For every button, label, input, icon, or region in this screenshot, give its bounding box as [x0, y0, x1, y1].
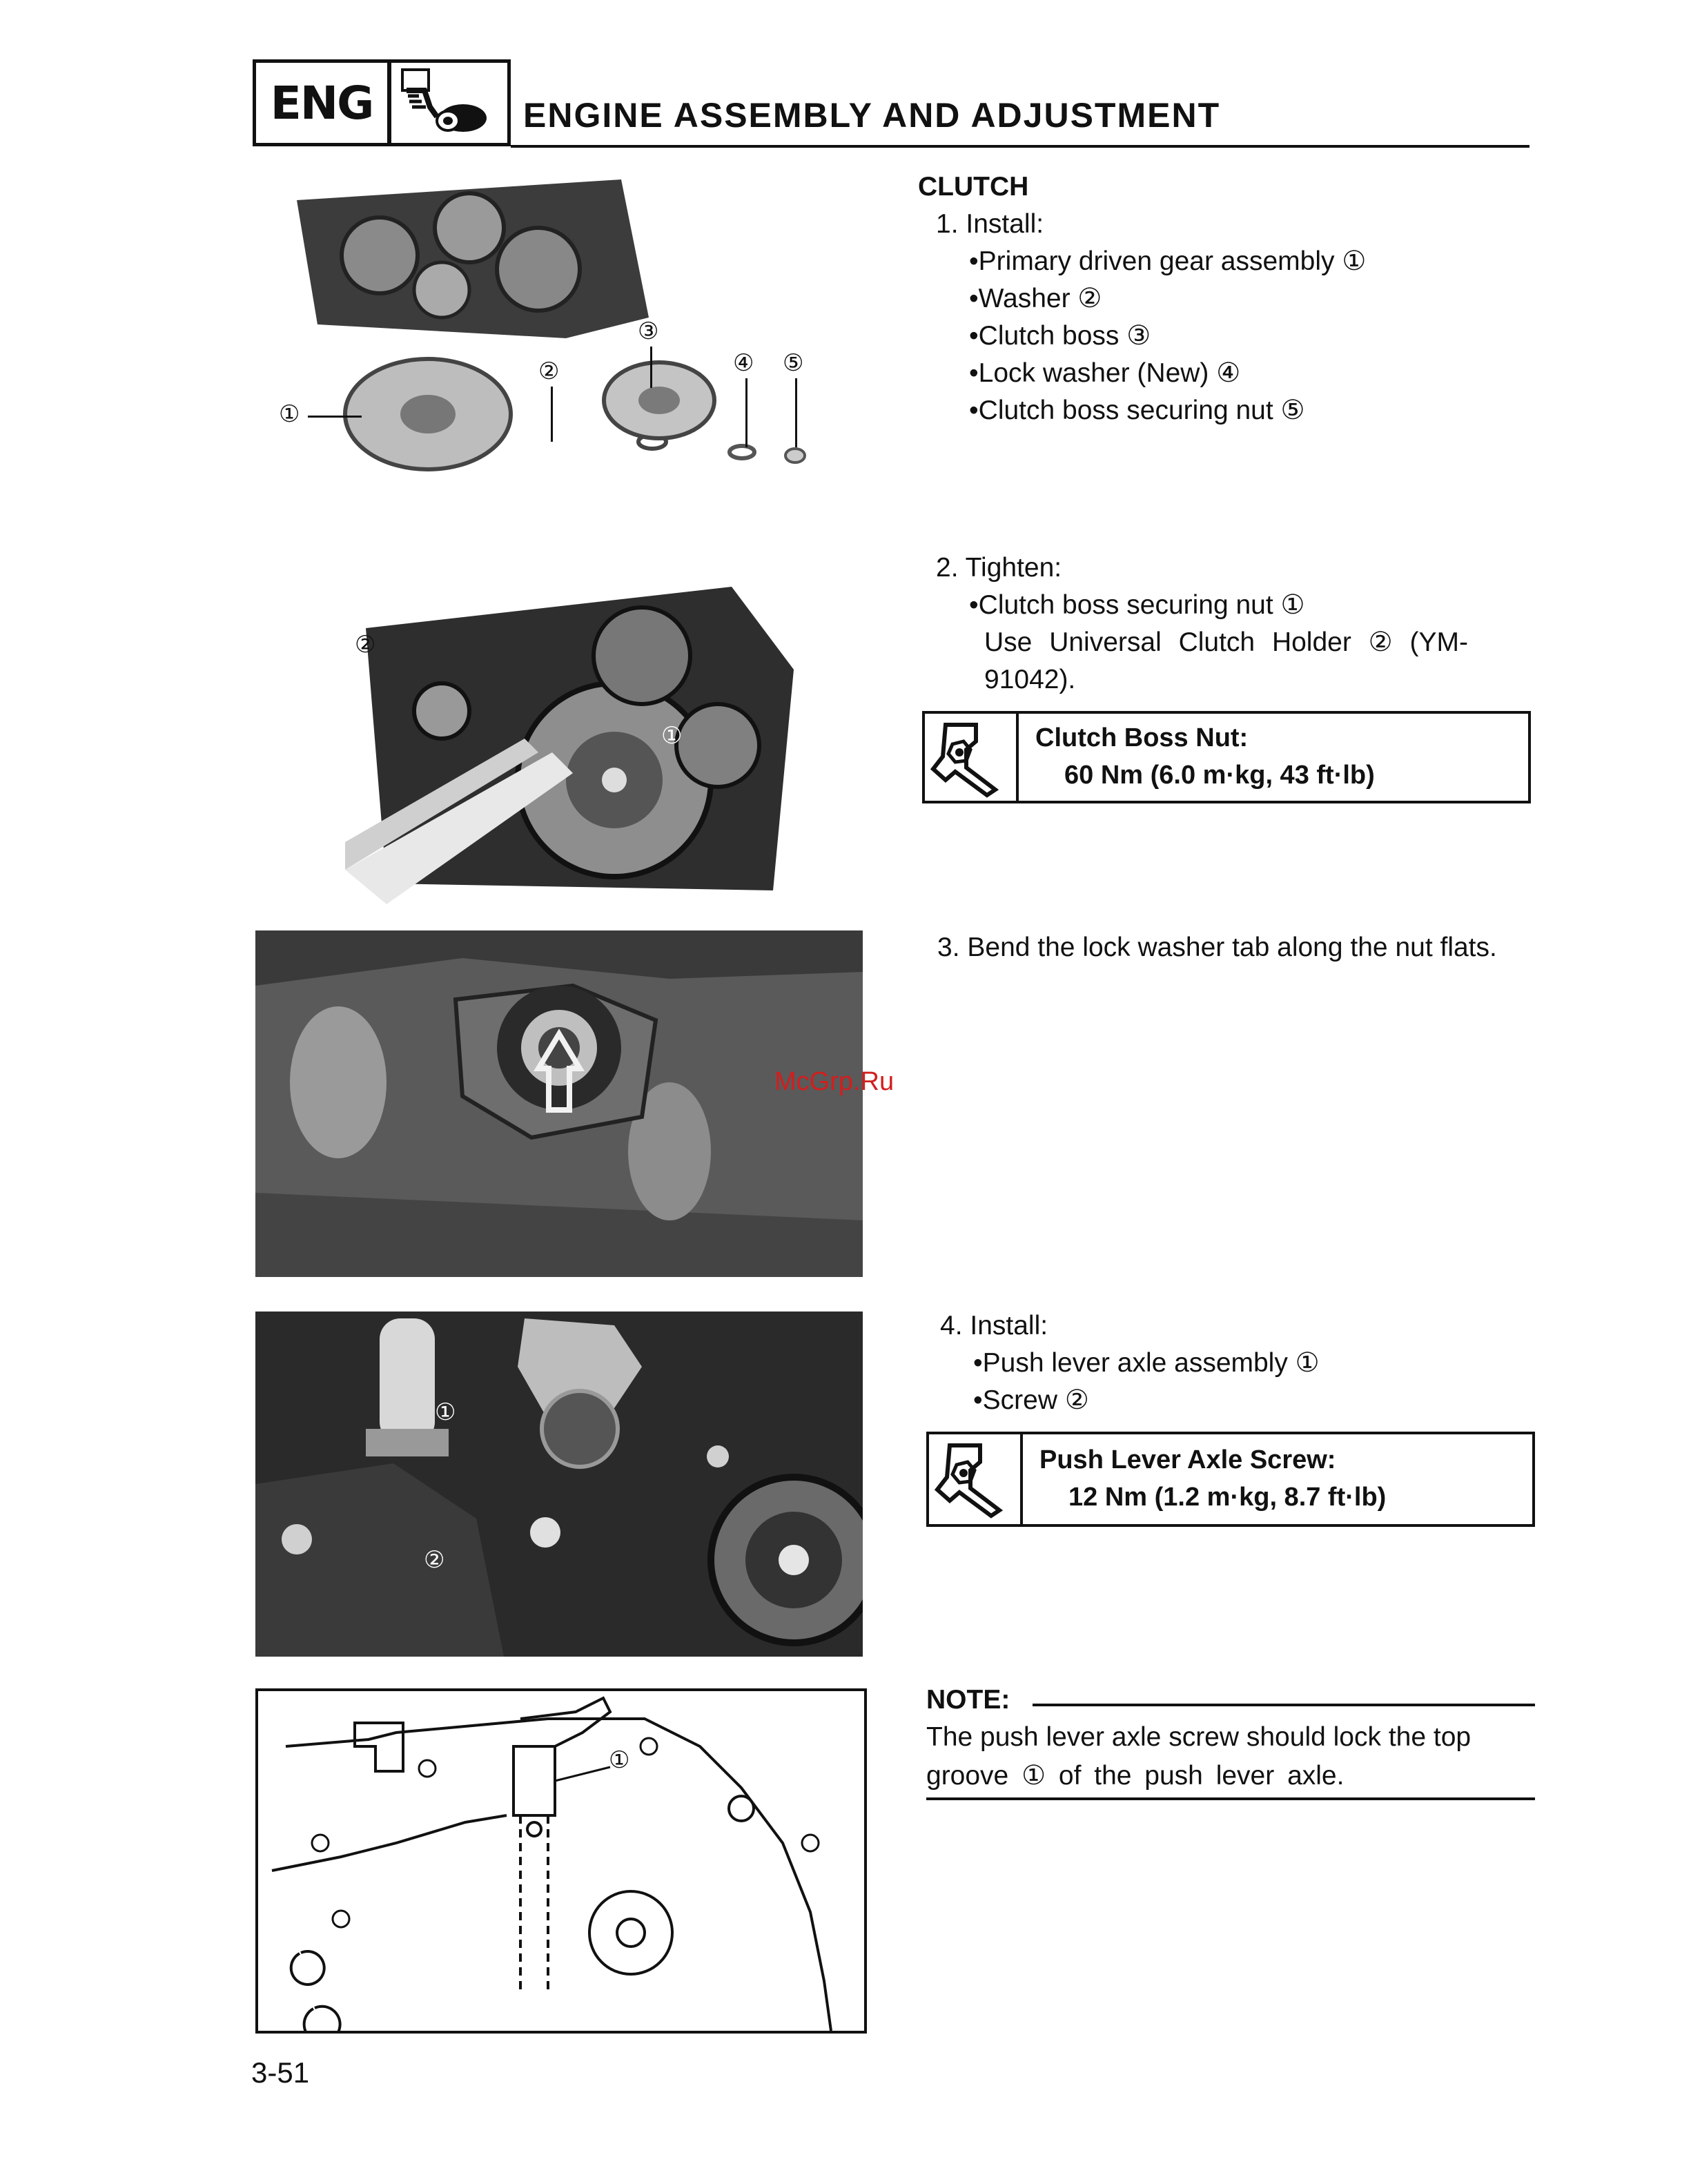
spec-value: 60 Nm (6.0 m·kg, 43 ft·lb): [1064, 761, 1375, 790]
callout-holder: ②: [355, 632, 376, 658]
callout-groove: ①: [609, 1747, 630, 1773]
install-item: •Primary driven gear assembly ①: [969, 246, 1367, 276]
note-rule-bottom: [926, 1797, 1535, 1800]
callout-1: ①: [279, 401, 300, 427]
spec-title: Clutch Boss Nut:: [1035, 723, 1249, 752]
engine-icon-box: [388, 59, 511, 146]
step-1: 1. Install:: [936, 209, 1044, 239]
note-line-2: groove ① of the push lever axle.: [926, 1761, 1345, 1791]
watermark: McGrp.Ru: [774, 1067, 895, 1096]
callout-screw: ②: [424, 1547, 445, 1573]
callout-axle: ①: [435, 1399, 456, 1425]
push-lever-photo: [255, 1312, 863, 1657]
install-item: •Clutch boss securing nut ⑤: [969, 396, 1305, 425]
tighten-nut-photo: [345, 545, 801, 904]
install-item: •Washer ②: [969, 284, 1102, 313]
note-rule-top: [1033, 1704, 1535, 1706]
tighten-tool-line: Use Universal Clutch Holder ② (YM-: [984, 627, 1468, 657]
install-item: •Push lever axle assembly ①: [973, 1348, 1320, 1378]
install-item: •Screw ②: [973, 1385, 1089, 1415]
callout-4: ④: [733, 350, 754, 376]
leader-line-4: [745, 378, 747, 447]
step-4: 4. Install:: [940, 1311, 1048, 1340]
section-heading-clutch: CLUTCH: [918, 172, 1029, 202]
lock-washer-photo: [255, 930, 863, 1277]
tighten-tool-line2: 91042).: [984, 665, 1076, 694]
torque-wrench-icon: [929, 1434, 1023, 1524]
note-label: NOTE:: [926, 1685, 1010, 1715]
torque-spec-clutch-boss: [922, 711, 1531, 803]
leader-line-3: [650, 347, 652, 388]
install-item: •Lock washer (New) ④: [969, 358, 1241, 388]
leader-line-1: [308, 416, 362, 418]
leader-line-5: [795, 378, 797, 447]
callout-5: ⑤: [783, 350, 804, 376]
step-2: 2. Tighten:: [936, 553, 1062, 583]
torque-spec-push-lever: [926, 1432, 1535, 1527]
eng-badge: [253, 59, 391, 146]
header-rule: [511, 145, 1529, 148]
engine-icon: [391, 63, 507, 143]
callout-2: ②: [538, 358, 560, 384]
step-3: 3. Bend the lock washer tab along the nut flats.: [937, 933, 1497, 962]
clutch-parts-photo: [276, 173, 814, 504]
callout-3: ③: [638, 318, 659, 344]
torque-wrench-icon: [925, 714, 1019, 801]
leader-line-2: [551, 387, 553, 442]
install-item: •Clutch boss ③: [969, 321, 1151, 351]
spec-title: Push Lever Axle Screw:: [1039, 1445, 1336, 1474]
callout-nut: ①: [661, 723, 683, 749]
page-title: ENGINE ASSEMBLY AND ADJUSTMENT: [523, 96, 1221, 135]
eng-label: ENG: [270, 76, 373, 130]
note-line-1: The push lever axle screw should lock the top: [926, 1722, 1472, 1752]
page-number: 3-51: [251, 2056, 310, 2089]
tighten-item: •Clutch boss securing nut ①: [969, 590, 1305, 620]
spec-value: 12 Nm (1.2 m·kg, 8.7 ft·lb): [1068, 1483, 1387, 1512]
push-lever-diagram: [255, 1688, 867, 2034]
